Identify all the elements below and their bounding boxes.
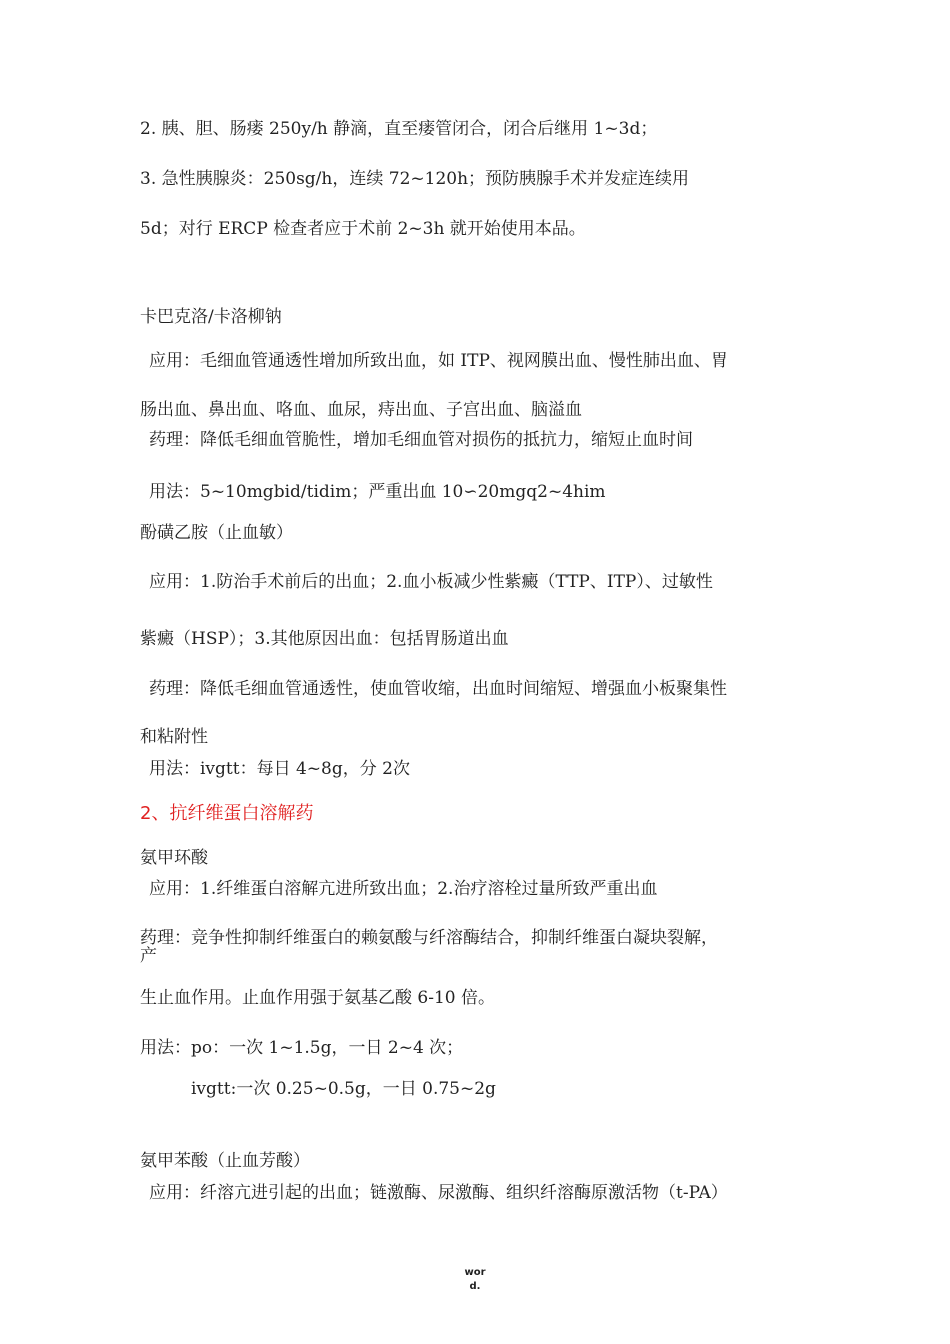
text-line: 应用：毛细血管通透性增加所致出血，如 ITP、视网膜出血、慢性肺出血、胃 bbox=[149, 351, 728, 371]
text-line: 3. 急性胰腺炎：250sg/h，连续 72~120h；预防胰腺手术并发症连续用 bbox=[140, 169, 690, 189]
text-line: 和粘附性 bbox=[140, 727, 208, 747]
text-line: 生止血作用。止血作用强于氨基乙酸 6-10 倍。 bbox=[140, 988, 495, 1008]
text-line: 用法：po：一次 1~1.5g，一日 2~4 次； bbox=[140, 1038, 464, 1058]
text-line: 紫癜（HSP）；3.其他原因出血：包括胃肠道出血 bbox=[140, 629, 509, 649]
drug-title: 氨甲环酸 bbox=[140, 848, 208, 868]
text-line: 用法：5~10mgbid/tidim；严重出血 10∽20mgq2~4him bbox=[149, 482, 606, 502]
text-line: 产 bbox=[140, 946, 157, 966]
text-line: 应用：纤溶亢进引起的出血；链激酶、尿激酶、组织纤溶酶原激活物（t-PA） bbox=[149, 1183, 728, 1203]
text-line: 2. 胰、胆、肠瘘 250y/h 静滴，直至瘘管闭合，闭合后继用 1~3d； bbox=[140, 119, 658, 139]
drug-title: 卡巴克洛/卡洛柳钠 bbox=[140, 307, 282, 327]
text-line: 肠出血、鼻出血、咯血、血尿，痔出血、子宫出血、脑溢血 bbox=[140, 400, 582, 420]
text-line: 药理：降低毛细血管脆性，增加毛细血管对损伤的抵抗力，缩短止血时间 bbox=[149, 430, 693, 450]
text-line: 药理：竞争性抑制纤维蛋白的赖氨酸与纤溶酶结合，抑制纤维蛋白凝块裂解， bbox=[140, 928, 718, 948]
text-line: ivgtt:一次 0.25~0.5g，一日 0.75~2g bbox=[191, 1079, 496, 1099]
drug-title: 酚磺乙胺（止血敏） bbox=[140, 523, 293, 543]
text-line: 5d；对行 ERCP 检查者应于术前 2~3h 就开始使用本品。 bbox=[140, 219, 586, 239]
text-line: 药理：降低毛细血管通透性，使血管收缩，出血时间缩短、增强血小板聚集性 bbox=[149, 679, 727, 699]
text-line: 应用：1.纤维蛋白溶解亢进所致出血；2.治疗溶栓过量所致严重出血 bbox=[149, 879, 658, 899]
page-footer-line2: d. bbox=[469, 1281, 481, 1292]
section-heading: 2、抗纤维蛋白溶解药 bbox=[140, 803, 314, 824]
text-line: 用法：ivgtt：每日 4~8g，分 2次 bbox=[149, 759, 410, 779]
page-footer-line1: wor bbox=[464, 1267, 486, 1278]
text-line: 应用：1.防治手术前后的出血；2.血小板减少性紫癜（TTP、ITP）、过敏性 bbox=[149, 572, 713, 592]
drug-title: 氨甲苯酸（止血芳酸） bbox=[140, 1151, 310, 1171]
